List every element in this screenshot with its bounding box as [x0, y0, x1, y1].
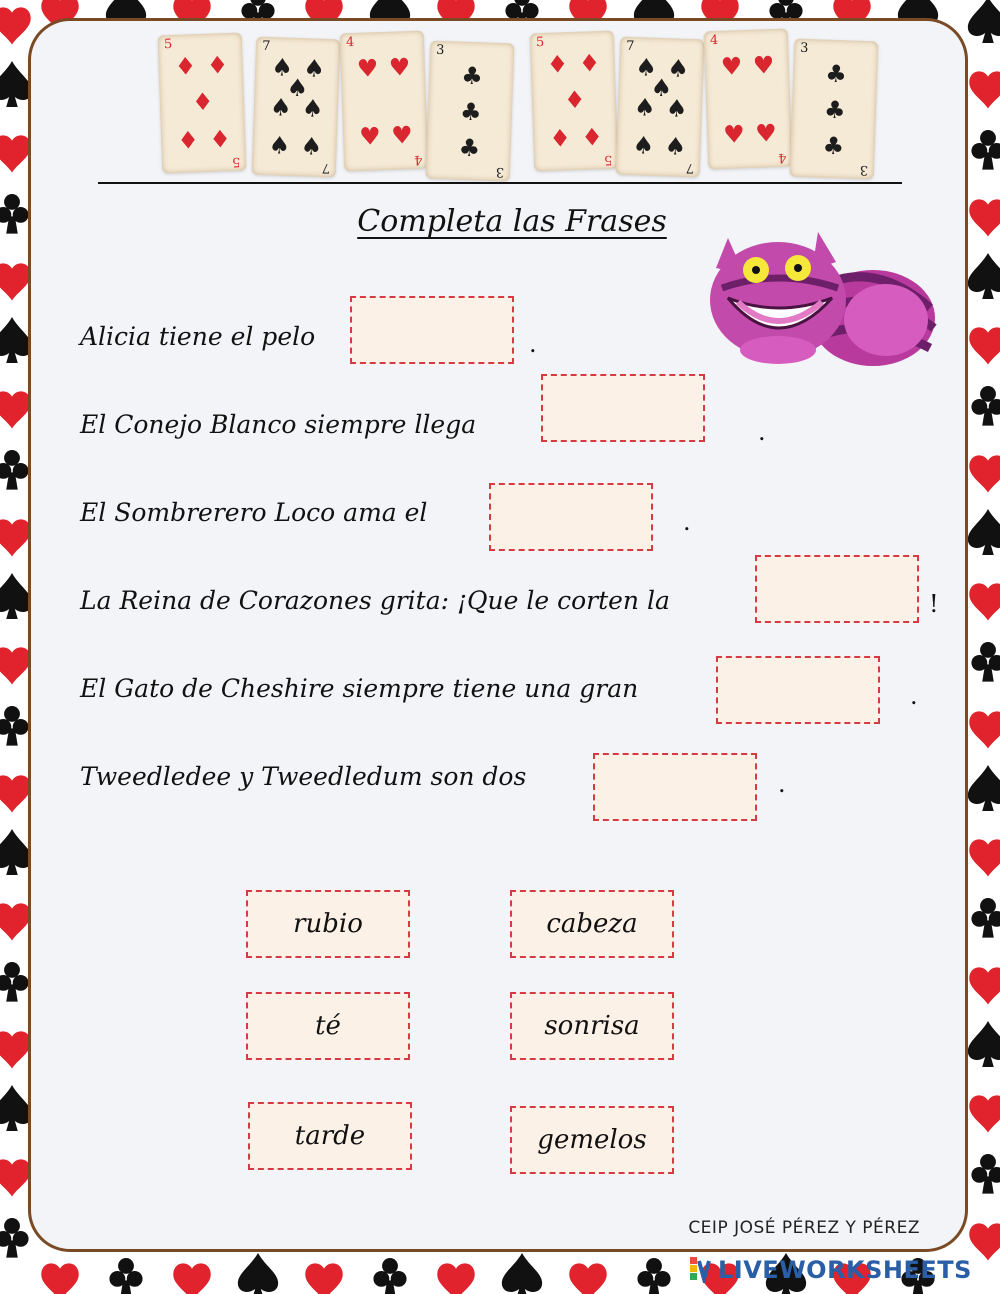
club-icon: ♣	[459, 97, 482, 127]
word-tile-gemelos[interactable]: gemelos	[510, 1106, 674, 1174]
suit-icon	[173, 1263, 210, 1294]
liveworksheets-icon	[690, 1257, 714, 1283]
card-rank: 4	[413, 151, 423, 167]
suit-icon	[968, 765, 1000, 811]
card-rank: 3	[435, 42, 445, 59]
liveworksheets-logo[interactable]	[690, 1254, 972, 1286]
spade-icon: ♠	[301, 94, 324, 123]
card-rank: 5	[163, 37, 173, 53]
card-rank: 3	[495, 163, 505, 180]
word-tile-te[interactable]: té	[246, 992, 410, 1060]
suit-icon	[569, 1263, 606, 1294]
spade-icon: ♠	[633, 93, 656, 122]
card-rank: 5	[603, 151, 613, 167]
word-tile-cabeza[interactable]: cabeza	[510, 890, 674, 958]
suit-icon	[969, 71, 1000, 108]
suit-icon	[0, 962, 29, 1002]
spade-icon: ♠	[300, 132, 323, 161]
diamond-icon: ♦	[176, 126, 200, 155]
playing-card	[790, 39, 879, 180]
spade-icon: ♠	[302, 54, 326, 83]
club-icon: ♣	[824, 59, 848, 89]
suit-icon	[637, 1258, 670, 1294]
suit-icon	[238, 1253, 278, 1294]
suit-icon	[968, 0, 1000, 43]
card-rank: 7	[625, 38, 635, 55]
suit-icon	[0, 263, 31, 300]
heart-icon: ♥	[388, 53, 411, 82]
card-rank: 4	[777, 149, 787, 165]
suit-icon	[969, 839, 1000, 876]
club-icon: ♣	[823, 95, 846, 125]
suit-icon	[109, 1258, 142, 1294]
diamond-icon: ♦	[578, 49, 601, 78]
sentence-5: El Gato de Cheshire siempre tiene una gran	[80, 674, 639, 703]
answer-blank-6[interactable]	[593, 753, 757, 821]
heart-icon: ♥	[390, 121, 414, 150]
suit-icon	[969, 967, 1000, 1004]
suit-icon	[0, 135, 31, 172]
answer-blank-3[interactable]	[489, 483, 653, 551]
suit-icon	[969, 711, 1000, 748]
playing-card	[616, 37, 705, 178]
spade-icon: ♠	[632, 131, 655, 160]
playing-card	[158, 33, 247, 174]
diamond-icon: ♦	[206, 51, 229, 80]
answer-blank-1[interactable]	[350, 296, 514, 364]
suit-icon	[969, 1223, 1000, 1260]
diamond-icon: ♦	[563, 85, 586, 115]
answer-blank-4[interactable]	[755, 555, 919, 623]
sentence-4: La Reina de Corazones grita: ¡Que le corten la	[80, 586, 670, 615]
suit-icon	[971, 898, 1000, 938]
school-credit: CEIP JOSÉ PÉREZ Y PÉREZ	[688, 1218, 920, 1238]
answer-blank-2[interactable]	[541, 374, 705, 442]
suit-icon	[969, 1095, 1000, 1132]
spade-icon: ♠	[268, 131, 291, 160]
heart-icon: ♥	[720, 52, 743, 81]
suit-icon	[969, 583, 1000, 620]
heart-icon: ♥	[356, 54, 379, 83]
sentence-6: Tweedledee y Tweedledum son dos	[80, 762, 527, 791]
suit-icon	[0, 519, 31, 556]
suit-icon	[969, 327, 1000, 364]
sentence-1-end: .	[529, 330, 537, 358]
suit-icon	[41, 1263, 78, 1294]
sentence-4-end: !	[929, 590, 939, 618]
suit-icon	[437, 1263, 474, 1294]
word-tile-rubio[interactable]: rubio	[246, 890, 410, 958]
suit-icon	[971, 386, 1000, 426]
suit-icon	[968, 1021, 1000, 1067]
suit-icon	[0, 647, 31, 684]
suit-icon	[0, 903, 31, 940]
suit-icon	[0, 7, 31, 44]
suit-icon	[971, 130, 1000, 170]
card-rank: 7	[321, 159, 331, 176]
suit-icon	[969, 455, 1000, 492]
club-icon: ♣	[822, 131, 845, 161]
diamond-icon: ♦	[546, 50, 569, 79]
answer-blank-5[interactable]	[716, 656, 880, 724]
sentence-1: Alicia tiene el pelo	[80, 322, 316, 351]
card-rank: 5	[535, 35, 545, 51]
heart-icon: ♥	[722, 120, 746, 149]
suit-icon	[0, 1031, 31, 1068]
title-divider	[98, 182, 902, 184]
suit-icon	[968, 253, 1000, 299]
card-rank: 4	[345, 35, 355, 51]
sentence-3: El Sombrerero Loco ama el	[80, 498, 428, 527]
sentence-2-end: .	[758, 418, 766, 446]
suit-icon	[0, 775, 31, 812]
suit-icon	[0, 1159, 31, 1196]
suit-icon	[968, 509, 1000, 555]
card-rank: 5	[231, 153, 241, 169]
suit-icon	[0, 391, 31, 428]
playing-card	[426, 41, 515, 182]
diamond-icon: ♦	[208, 125, 232, 154]
playing-card	[704, 29, 793, 170]
sentence-3-end: .	[683, 508, 691, 536]
suit-icon	[0, 706, 29, 746]
suit-icon	[373, 1258, 406, 1294]
diamond-icon: ♦	[174, 52, 197, 81]
spade-icon: ♠	[650, 73, 673, 103]
spade-icon: ♠	[634, 53, 658, 82]
suit-icon	[0, 1218, 29, 1258]
spade-icon: ♠	[664, 132, 687, 161]
cheshire-cat-illustration	[708, 228, 940, 370]
heart-icon: ♥	[752, 51, 775, 80]
sentence-2: El Conejo Blanco siempre llega	[80, 410, 477, 439]
suit-icon	[305, 1263, 342, 1294]
club-icon: ♣	[458, 133, 481, 163]
spade-icon: ♠	[286, 73, 309, 103]
suit-icon	[502, 1253, 542, 1294]
club-icon: ♣	[460, 61, 484, 91]
heart-icon: ♥	[754, 119, 778, 148]
spade-icon: ♠	[666, 54, 690, 83]
word-tile-tarde[interactable]: tarde	[248, 1102, 412, 1170]
card-rank: 7	[261, 38, 271, 55]
playing-card	[530, 31, 619, 172]
diamond-icon: ♦	[548, 124, 572, 153]
sentence-5-end: .	[910, 682, 918, 710]
heart-icon: ♥	[358, 122, 382, 151]
card-rank: 4	[709, 33, 719, 49]
playing-card	[252, 37, 341, 178]
card-rank: 3	[859, 161, 869, 178]
card-rank: 3	[799, 40, 809, 57]
brand-name: LIVEWORKSHEETS	[718, 1256, 972, 1284]
suit-icon	[971, 1154, 1000, 1194]
card-rank: 7	[685, 159, 695, 176]
diamond-icon: ♦	[580, 123, 604, 152]
spade-icon: ♠	[270, 53, 294, 82]
page-title: Completa las Frases	[357, 204, 667, 239]
sentence-6-end: .	[778, 770, 786, 798]
diamond-icon: ♦	[191, 87, 214, 117]
suit-icon	[0, 450, 29, 490]
spade-icon: ♠	[665, 94, 688, 123]
spade-icon: ♠	[269, 93, 292, 122]
suit-icon	[971, 642, 1000, 682]
word-tile-sonrisa[interactable]: sonrisa	[510, 992, 674, 1060]
playing-card	[340, 31, 429, 172]
